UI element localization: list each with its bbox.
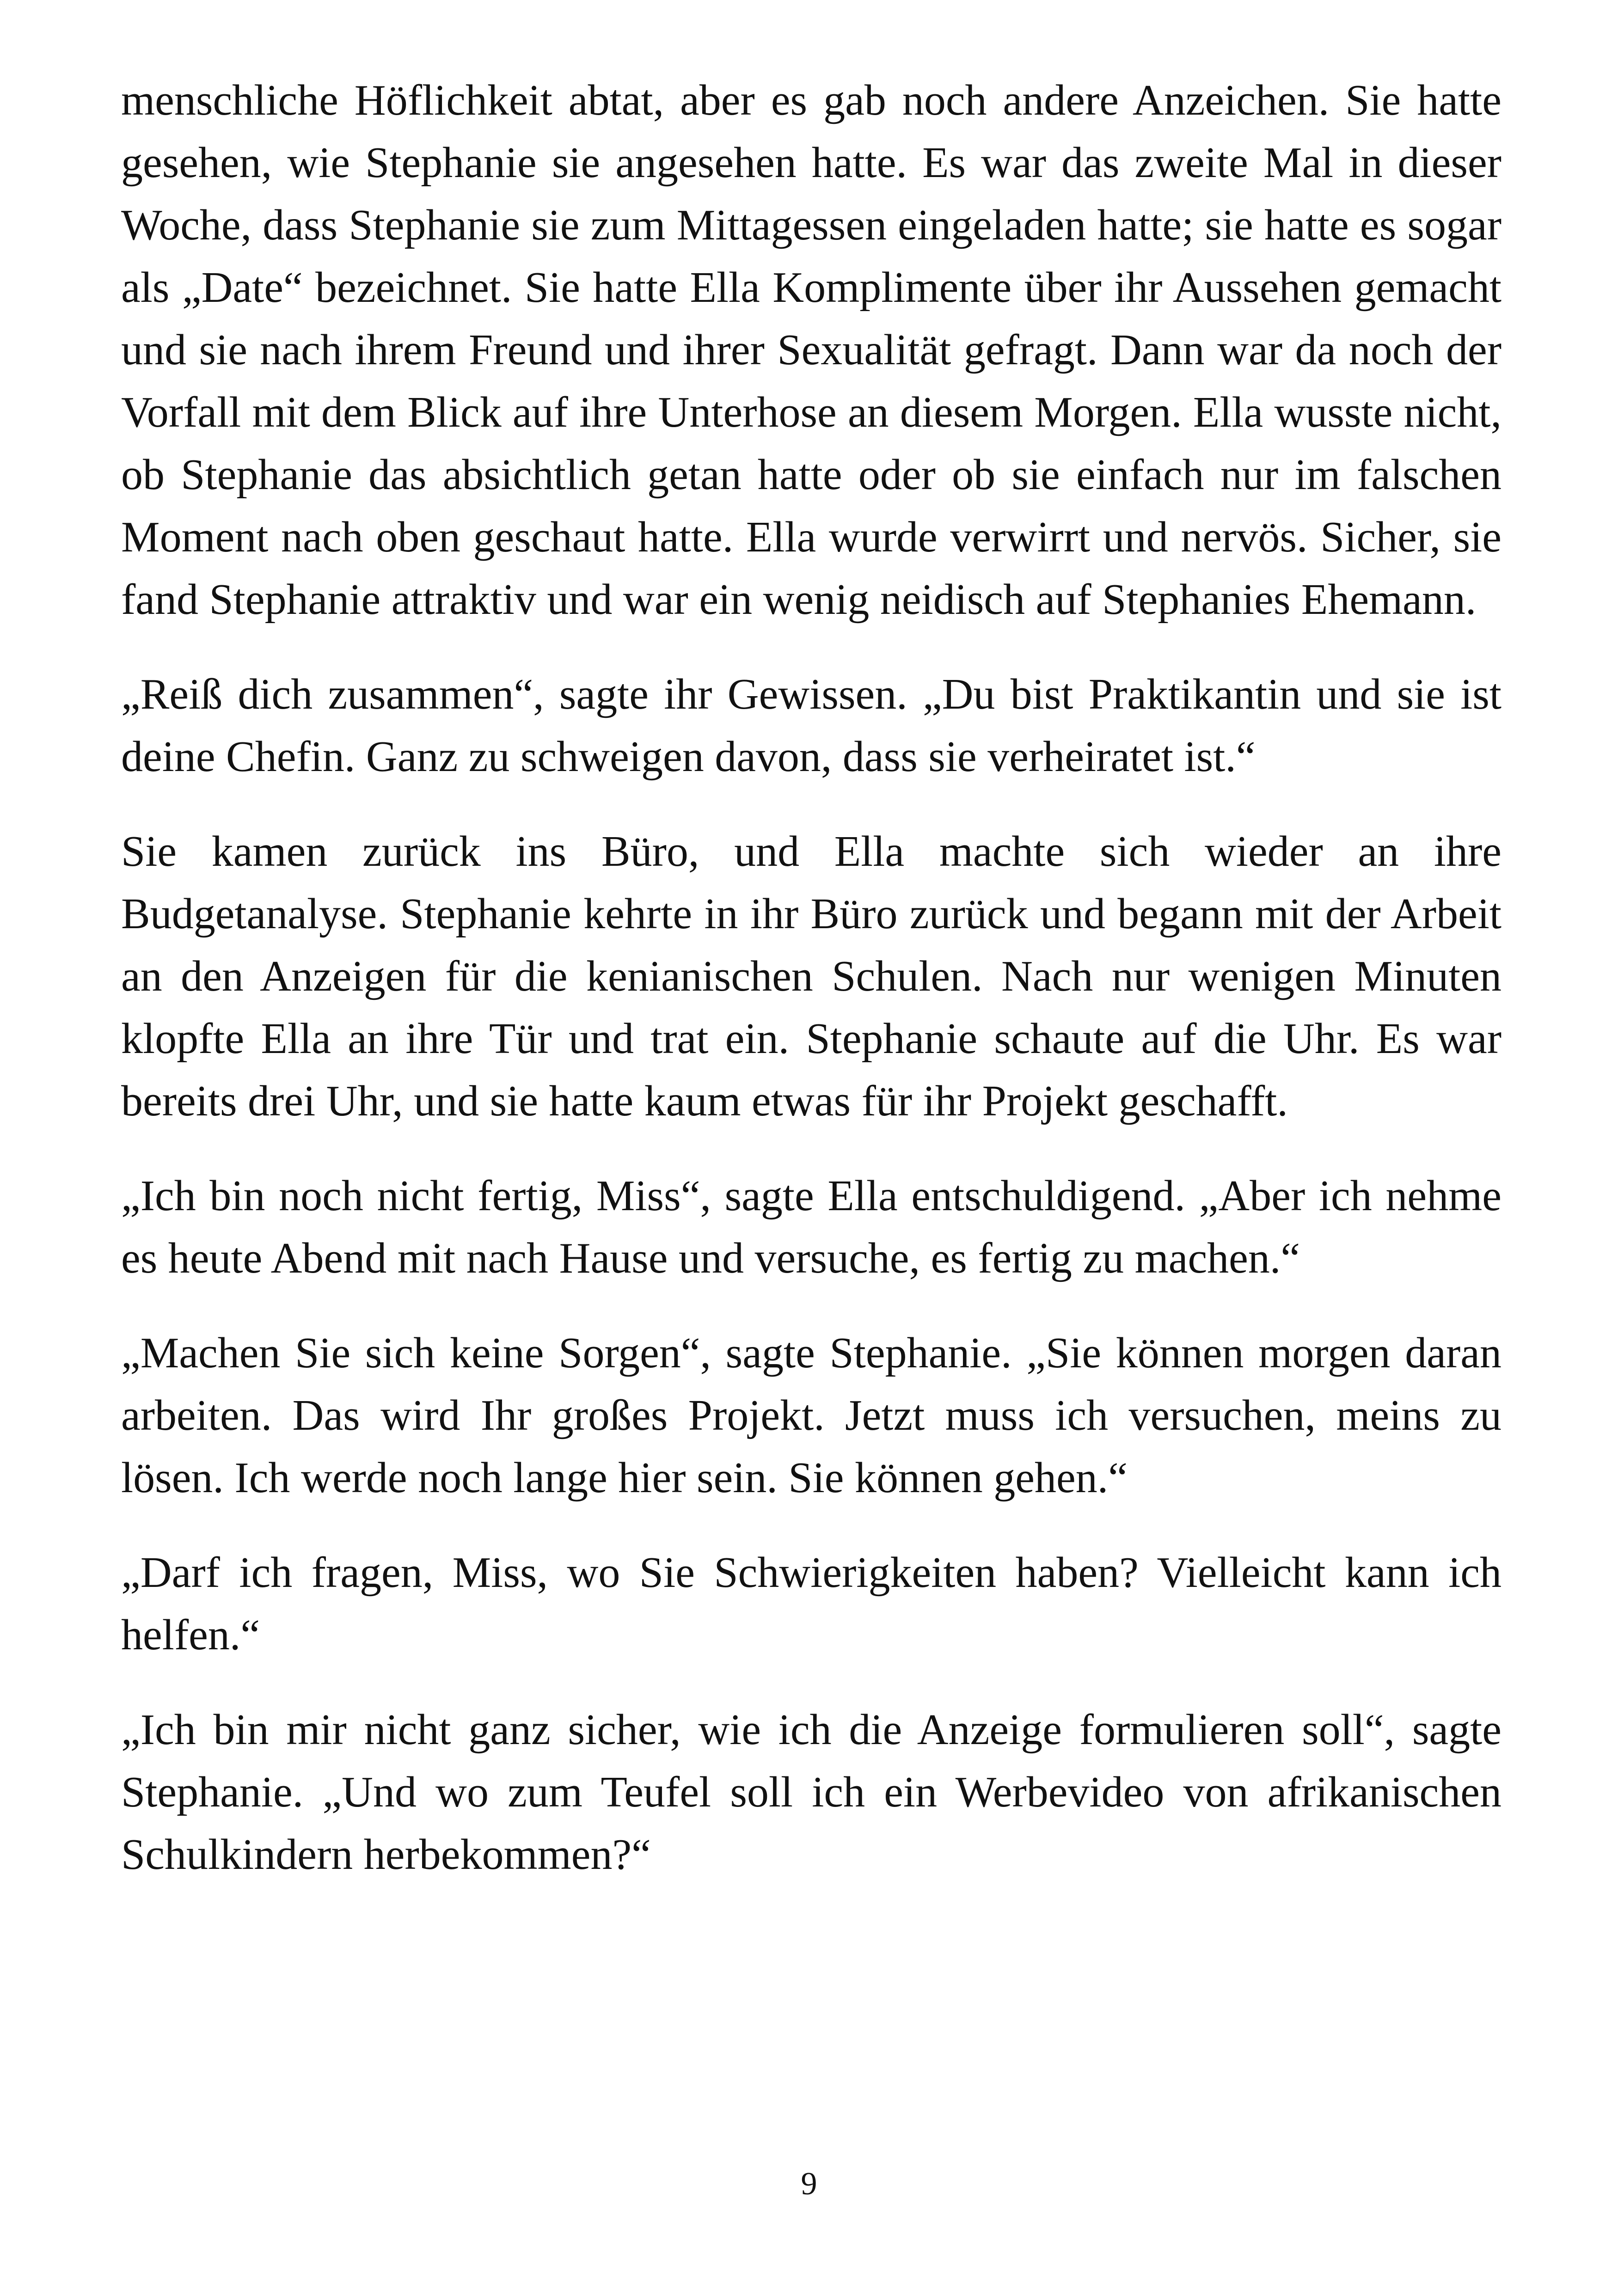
page-number: 9	[801, 2166, 817, 2202]
page-body	[121, 69, 1502, 1918]
paragraph: „Darf ich fragen, Miss, wo Sie Schwierigkeiten haben? Vielleicht kann ich helfen.“	[121, 1549, 1502, 1659]
paragraph: „Reiß dich zusammen“, sagte ihr Gewissen. „Du bist Praktikantin und sie ist deine Chefin. Ganz zu schweigen davon, dass sie verheiratet ist.“	[121, 670, 1502, 781]
paragraph: menschliche Höflichkeit abtat, aber es gab noch andere Anzeichen. Sie hatte gesehen, wie Stephanie sie angesehen hatte. Es war das zweite Mal in dieser Woche, dass Stephanie sie zum Mittagessen eingeladen hatte; sie hatte es sogar als „Date“ bezeichnet. Sie hatte Ella Komplimente über ihr Aussehen gemacht und sie nach ihrem Freund und ihrer Sexualität gefragt. Dann war da noch der Vorfall mit dem Blick auf ihre Unterhose an diesem Morgen. Ella wusste nicht, ob Stephanie das absichtlich getan hatte oder ob sie einfach nur im falschen Moment nach oben geschaut hatte. Ella wurde verwirrt und nervös. Sicher, sie fand Stephanie attraktiv und war ein wenig neidisch auf Stephanies Ehemann.	[121, 76, 1502, 624]
paragraph: „Ich bin noch nicht fertig, Miss“, sagte Ella entschuldigend. „Aber ich nehme es heute Abend mit nach Hause und versuche, es fertig zu machen.“	[121, 1172, 1502, 1282]
paragraph: „Ich bin mir nicht ganz sicher, wie ich die Anzeige formulieren soll“, sagte Stephanie. „Und wo zum Teufel soll ich ein Werbevideo von afrikanischen Schulkindern herbekommen?“	[121, 1706, 1502, 1879]
paragraph: Sie kamen zurück ins Büro, und Ella machte sich wieder an ihre Budgetanalyse. Stephanie kehrte in ihr Büro zurück und begann mit der Arbeit an den Anzeigen für die kenianischen Schulen. Nach nur wenigen Minuten klopfte Ella an ihre Tür und trat ein. Stephanie schaute auf die Uhr. Es war bereits drei Uhr, und sie hatte kaum etwas für ihr Projekt geschafft.	[121, 827, 1502, 1125]
paragraph: „Machen Sie sich keine Sorgen“, sagte Stephanie. „Sie können morgen daran arbeiten. Das wird Ihr großes Projekt. Jetzt muss ich versuchen, meins zu lösen. Ich werde noch lange hier sein. Sie können gehen.“	[121, 1329, 1502, 1502]
